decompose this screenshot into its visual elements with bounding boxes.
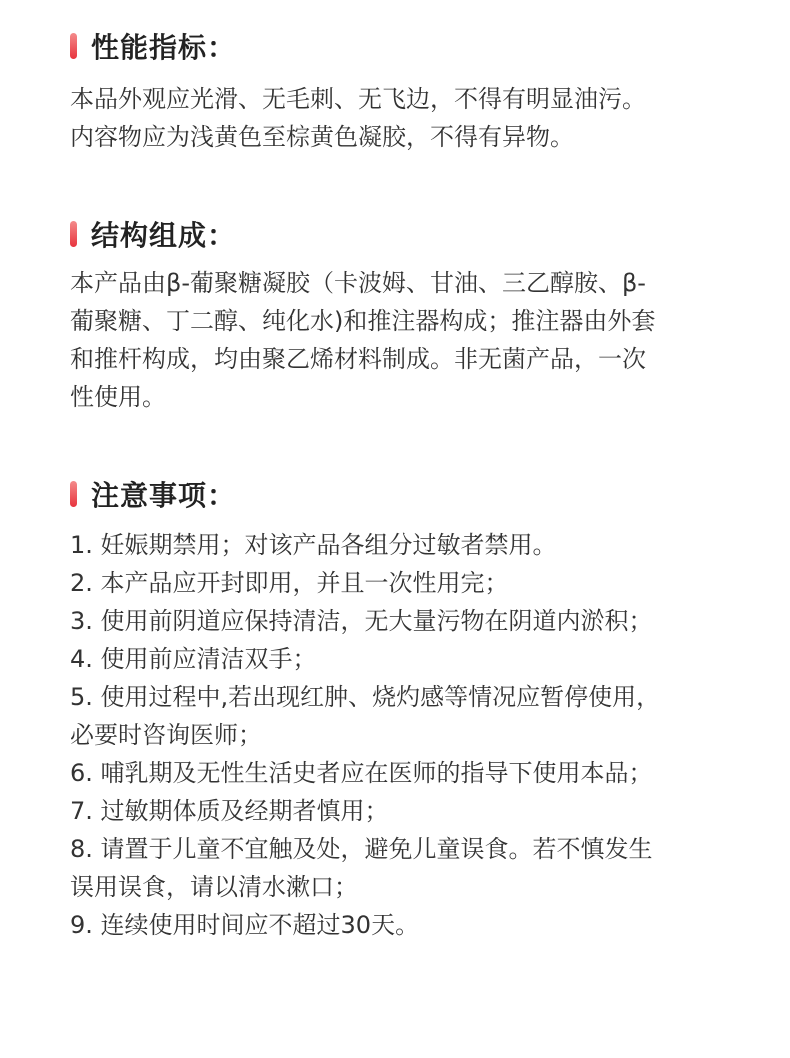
precaution-item: 9. 连续使用时间应不超过30天。 xyxy=(70,911,420,939)
structure-line: 和推杆构成，均由聚乙烯材料制成。非无菌产品，一次 xyxy=(70,345,646,373)
structure-heading xyxy=(70,214,750,254)
precaution-item: 3. 使用前阴道应保持清洁，无大量污物在阴道内淤积； xyxy=(70,607,653,635)
structure-line: 葡聚糖、丁二醇、纯化水)和推注器构成；推注器由外套 xyxy=(70,307,656,335)
performance-line: 内容物应为浅黄色至棕黄色凝胶，不得有异物。 xyxy=(70,123,574,151)
precaution-item: 7. 过敏期体质及经期者慎用； xyxy=(70,797,389,825)
structure-body xyxy=(70,264,750,416)
precautions-heading xyxy=(70,474,750,514)
heading-accent-bar xyxy=(70,221,77,247)
precautions-list xyxy=(70,526,750,944)
precaution-item: 8. 请置于儿童不宜触及处，避免儿童误食。若不慎发生 xyxy=(70,835,653,863)
structure-line: 性使用。 xyxy=(70,383,166,411)
structure-line: 本产品由β-葡聚糖凝胶（卡波姆、甘油、三乙醇胺、β- xyxy=(70,269,646,297)
performance-body xyxy=(70,80,750,156)
performance-line: 本品外观应光滑、无毛刺、无飞边，不得有明显油污。 xyxy=(70,85,646,113)
precaution-item-continued: 必要时咨询医师； xyxy=(70,721,262,749)
structure-title: 结构组成： xyxy=(91,219,237,252)
precautions-title: 注意事项： xyxy=(91,479,237,512)
performance-section xyxy=(70,26,750,156)
precautions-section xyxy=(70,474,750,944)
heading-accent-bar xyxy=(70,481,77,507)
precaution-item: 5. 使用过程中,若出现红肿、烧灼感等情况应暂停使用， xyxy=(70,683,661,711)
precaution-item: 2. 本产品应开封即用，并且一次性用完； xyxy=(70,569,509,597)
performance-title: 性能指标： xyxy=(91,31,237,64)
heading-accent-bar xyxy=(70,33,77,59)
precaution-item: 6. 哺乳期及无性生活史者应在医师的指导下使用本品； xyxy=(70,759,653,787)
precaution-item-continued: 误用误食，请以清水漱口； xyxy=(70,873,358,901)
precaution-item: 1. 妊娠期禁用；对该产品各组分过敏者禁用。 xyxy=(70,531,557,559)
structure-section xyxy=(70,214,750,416)
performance-heading xyxy=(70,26,750,66)
precaution-item: 4. 使用前应清洁双手； xyxy=(70,645,317,673)
